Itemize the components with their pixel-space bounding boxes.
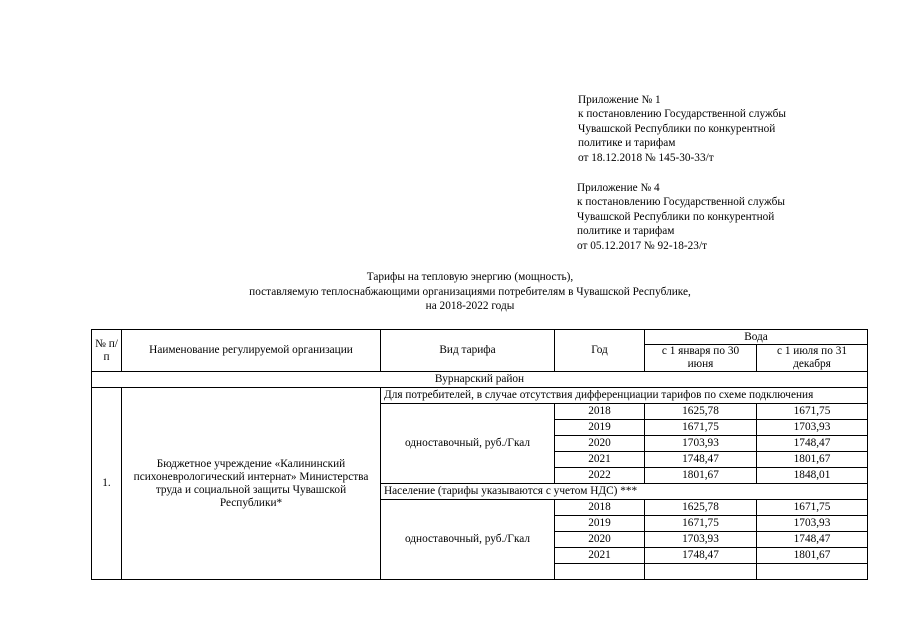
appendix-4-line: Чувашской Республики по конкурентной: [577, 210, 775, 223]
tariff-value-h1: 1801,67: [645, 468, 757, 484]
organization-name: Бюджетное учреждение «Калининский психоневрологический интернат» Министерства труда и социальной защиты Чувашской Республики*: [122, 388, 381, 580]
tariff-value-h1: 1748,47: [645, 452, 757, 468]
tariff-value-h1: 1625,78: [645, 500, 757, 516]
appendix-1-line: политике и тарифам: [578, 137, 676, 150]
tariff-type-cell: одноставочный, руб./Гкал: [381, 404, 555, 484]
year-cell: 2020: [555, 532, 645, 548]
header-org: Наименование регулируемой организации: [122, 330, 381, 372]
tariff-value-h1: 1703,93: [645, 532, 757, 548]
tariff-value-h2: 1748,47: [757, 436, 868, 452]
title-line: на 2018-2022 годы: [425, 300, 515, 313]
year-cell: 2022: [555, 468, 645, 484]
appendix-4-line: Приложение № 4: [577, 182, 660, 194]
header-period-1: с 1 января по 30 июня: [645, 345, 757, 372]
appendix-4-line: от 05.12.2017 № 92-18-23/т: [577, 239, 708, 252]
section-label: Население (тарифы указываются с учетом НДС) ***: [381, 484, 868, 500]
tariff-value-h2: [757, 564, 868, 580]
document-title: [120, 270, 820, 314]
tariff-value-h1: 1625,78: [645, 404, 757, 420]
appendix-4-line: политике и тарифам: [577, 225, 675, 238]
year-cell: 2019: [555, 420, 645, 436]
appendix-1-block: [578, 93, 878, 165]
tariff-table: [91, 329, 868, 580]
appendix-1-line: к постановлению Государственной службы: [578, 108, 786, 121]
year-cell: [555, 564, 645, 580]
header-water: Вода: [645, 330, 868, 345]
district-row: [92, 372, 868, 388]
appendix-1-line: от 18.12.2018 № 145-30-33/т: [578, 151, 714, 164]
tariff-value-h1: 1671,75: [645, 516, 757, 532]
tariff-value-h1: 1703,93: [645, 436, 757, 452]
row-number: 1.: [92, 388, 122, 580]
tariff-value-h1: 1748,47: [645, 548, 757, 564]
tariff-value-h2: 1748,47: [757, 532, 868, 548]
district-name: Вурнарский район: [92, 372, 868, 388]
section-label: Для потребителей, в случае отсутствия дифференциации тарифов по схеме подключения: [381, 388, 868, 404]
tariff-value-h2: 1801,67: [757, 452, 868, 468]
tariff-value-h2: 1703,93: [757, 420, 868, 436]
header-num: № п/п: [92, 330, 122, 372]
title-line: поставляемую теплоснабжающими организациями потребителям в Чувашской Республике,: [249, 285, 691, 298]
tariff-value-h2: 1671,75: [757, 404, 868, 420]
appendix-4-line: к постановлению Государственной службы: [577, 196, 785, 209]
tariff-value-h1: [645, 564, 757, 580]
tariff-type-cell: одноставочный, руб./Гкал: [381, 500, 555, 580]
header-tariff-type: Вид тарифа: [381, 330, 555, 372]
appendix-1-line: Чувашской Республики по конкурентной: [578, 122, 776, 135]
header-period-2: с 1 июля по 31 декабря: [757, 345, 868, 372]
year-cell: 2018: [555, 404, 645, 420]
year-cell: 2020: [555, 436, 645, 452]
tariff-value-h2: 1671,75: [757, 500, 868, 516]
appendix-4-block: [577, 181, 877, 253]
header-year: Год: [555, 330, 645, 372]
tariff-value-h2: 1848,01: [757, 468, 868, 484]
table-row: [92, 388, 868, 404]
tariff-value-h1: 1671,75: [645, 420, 757, 436]
year-cell: 2021: [555, 452, 645, 468]
year-cell: 2018: [555, 500, 645, 516]
title-line: Тарифы на тепловую энергию (мощность),: [366, 271, 574, 283]
header-row: [92, 330, 868, 345]
tariff-value-h2: 1703,93: [757, 516, 868, 532]
year-cell: 2021: [555, 548, 645, 564]
tariff-value-h2: 1801,67: [757, 548, 868, 564]
appendix-1-line: Приложение № 1: [578, 94, 661, 106]
year-cell: 2019: [555, 516, 645, 532]
